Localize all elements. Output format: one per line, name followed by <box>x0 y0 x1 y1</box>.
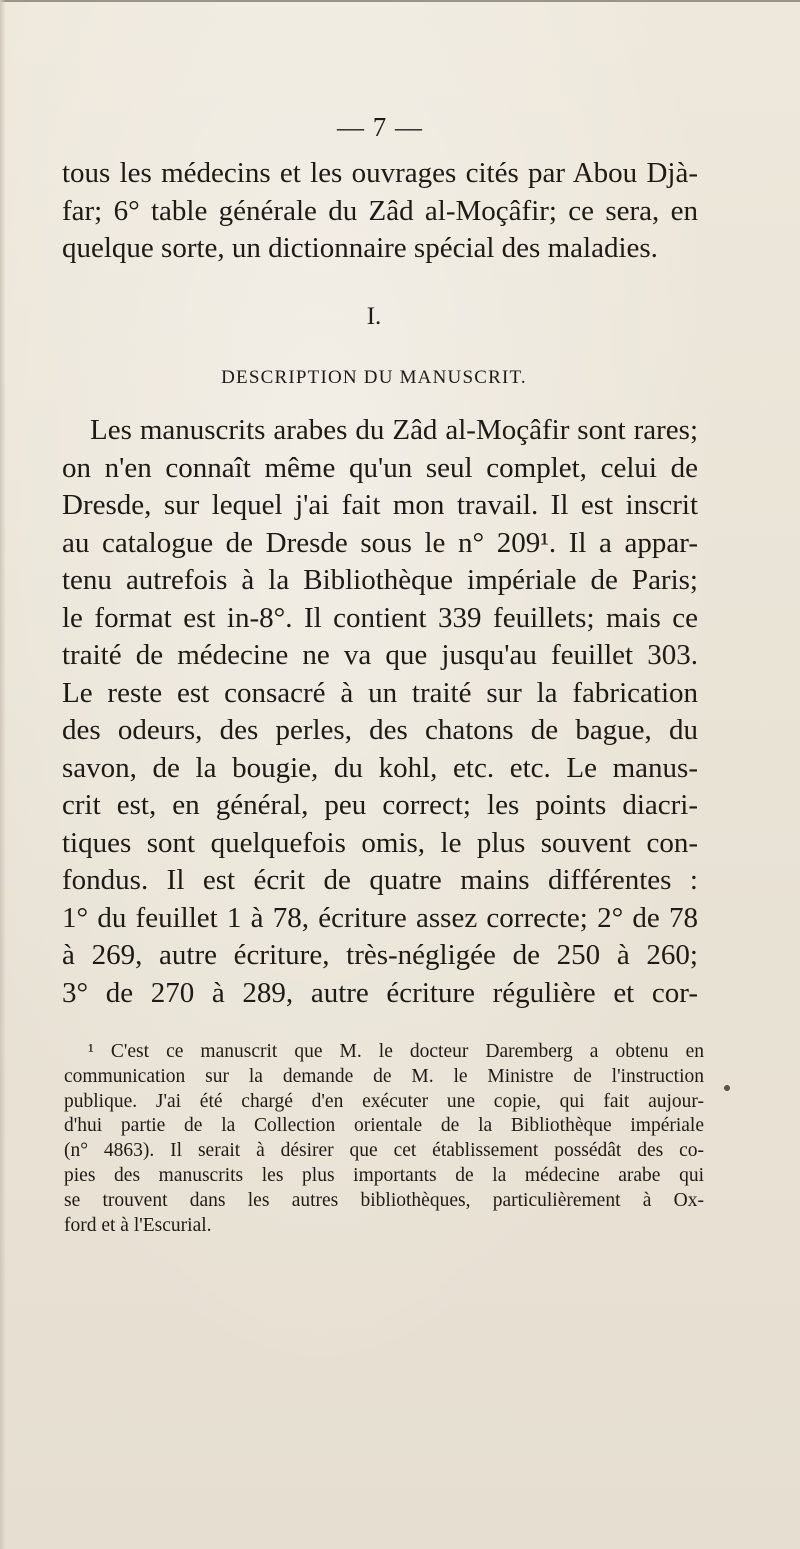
intro-paragraph <box>62 155 698 268</box>
text-line: savon, de la bougie, du kohl, etc. etc. Le manus- <box>62 751 698 784</box>
footnote-line: d'hui partie de la Collection orientale de la Bibliothèque impériale <box>64 1115 704 1137</box>
footnote-line: (n° 4863). Il serait à désirer que cet établissement possédât des co- <box>64 1140 704 1162</box>
text-line: tiques sont quelquefois omis, le plus souvent con- <box>62 826 698 859</box>
footnote-line: pies des manuscrits les plus importants de la médecine arabe qui <box>64 1164 704 1186</box>
text-line: tenu autrefois à la Bibliothèque impériale de Paris; <box>62 564 698 596</box>
text-line: crit est, en général, peu correct; les points diacri- <box>62 789 698 821</box>
text-line: quelque sorte, un dictionnaire spécial des maladies. <box>62 232 658 264</box>
text-line: le format est in-8°. Il contient 339 feuillets; mais ce <box>62 601 698 634</box>
footnote-line: publique. J'ai été chargé d'en exécuter une copie, qui fait aujour- <box>64 1090 704 1112</box>
text-line: on n'en connaît même qu'un seul complet, celui de <box>62 451 698 484</box>
text-line: des odeurs, des perles, des chatons de bague, du <box>62 714 698 746</box>
text-line: à 269, autre écriture, très-négligée de 250 à 260; <box>62 939 698 971</box>
page-number: — 7 — <box>337 112 423 142</box>
text-line: traité de médecine ne va que jusqu'au feuillet 303. <box>62 639 698 671</box>
text-line: tous les médecins et les ouvrages cités par Abou Djà- <box>62 157 698 189</box>
text-line: Le reste est consacré à un traité sur la fabrication <box>62 676 698 709</box>
footnote <box>64 1040 704 1238</box>
page-binding-shadow <box>0 0 6 1549</box>
text-line: au catalogue de Dresde sous le n° 209¹. Il a appar- <box>62 526 698 559</box>
ink-speck <box>724 1085 730 1091</box>
text-line: 1° du feuillet 1 à 78, écriture assez correcte; 2° de 78 <box>62 901 698 934</box>
body-paragraph <box>62 412 698 1012</box>
page-top-edge <box>0 0 800 2</box>
text-line: 3° de 270 à 289, autre écriture régulière et cor- <box>62 976 698 1009</box>
section-title: DESCRIPTION DU MANUSCRIT. <box>221 367 527 388</box>
footnote-line: communication sur la demande de M. le Ministre de l'instruction <box>64 1065 704 1087</box>
text-line: fondus. Il est écrit de quatre mains différentes : <box>62 864 698 896</box>
footnote-line: ¹ C'est ce manuscrit que M. le docteur Daremberg a obtenu en <box>88 1041 704 1062</box>
text-line: far; 6° table générale du Zâd al-Moçâfir; ce sera, en <box>62 194 698 227</box>
text-line: Dresde, sur lequel j'ai fait mon travail. Il est inscrit <box>62 489 698 521</box>
text-line: Les manuscrits arabes du Zâd al-Moçâfir sont rares; <box>90 414 698 446</box>
footnote-line: se trouvent dans les autres bibliothèques, particulièrement à Ox- <box>64 1189 704 1211</box>
footnote-line: ford et à l'Escurial. <box>64 1214 212 1236</box>
section-number: I. <box>366 303 382 330</box>
